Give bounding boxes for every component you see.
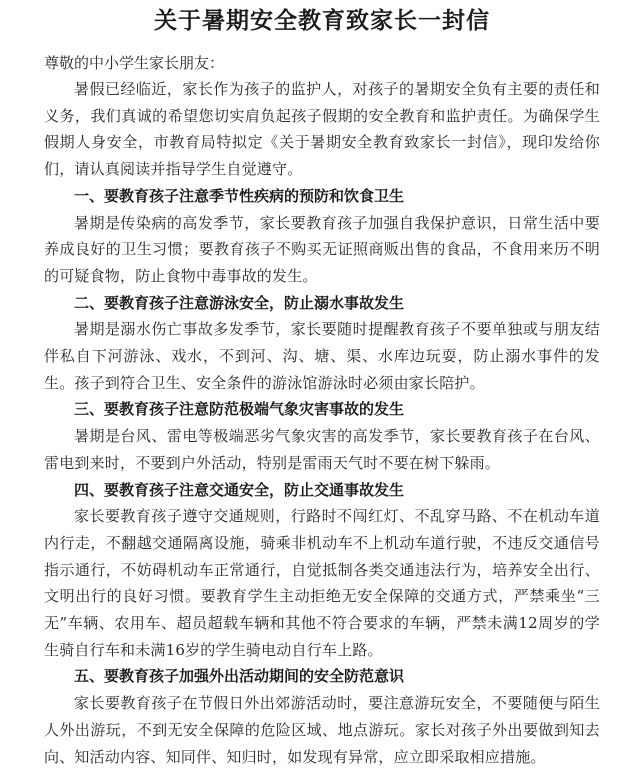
section-heading: 五、要教育孩子加强外出活动期间的安全防范意识: [74, 667, 405, 686]
section-heading: 二、要教育孩子注意游泳安全，防止溺水事故发生: [74, 293, 405, 312]
intro-paragraph: 暑假已经临近，家长作为孩子的监护人，对孩子的暑期安全负有主要的责任和义务，我们真诚的希望您切实肩负起孩子假期的安全教育和监护责任。为确保学生假期人身安全，市教育局特拟定《关于暑期安全教育致家长一封信》，现印发给你们，请认真阅读并指导学生自觉遵守。: [44, 80, 600, 179]
document-title: 关于暑期安全教育致家长一封信: [154, 7, 490, 34]
section-body: 家长要教育孩子遵守交通规则，行路时不闯红灯、不乱穿马路、不在机动车道内行走，不翻越交通隔离设施，骑乘非机动车不上机动车道行驶，不违反交通信号指示通行，不妨碍机动车正常通行，自觉抵制各类交通违法行为，培养安全出行、文明出行的良好习惯。要教育学生主动拒绝无安全保障的交通方式，严禁乘坐“三无”车辆、农用车、超员超载车辆和其他不符合要求的车辆，严禁未满12周岁的学生骑自行车和未满16岁的学生骑电动自行车上路。: [44, 507, 600, 659]
section-body: 暑期是溺水伤亡事故多发季节，家长要随时提醒教育孩子不要单独或与朋友结伴私自下河游泳、戏水，不到河、沟、塘、渠、水库边玩耍，防止溺水事件的发生。孩子到符合卫生、安全条件的游泳馆游泳时必须由家长陪护。: [44, 320, 600, 392]
section-heading: 一、要教育孩子注意季节性疾病的预防和饮食卫生: [74, 186, 405, 205]
section-body: 家长要教育孩子在节假日外出郊游活动时，要注意游玩安全，不要随便与陌生人外出游玩，不到无安全保障的危险区域、地点游玩。家长对孩子外出要做到知去向、知活动内容、知同伴、知归时，如发现有异常，应立即采取相应措施。: [44, 694, 600, 766]
section-heading: 三、要教育孩子注意防范极端气象灾害事故的发生: [74, 400, 405, 419]
section-body: 暑期是台风、雷电等极端恶劣气象灾害的高发季节，家长要教育孩子在台风、雷电到来时，不要到户外活动，特别是雷雨天气时不要在树下躲雨。: [44, 427, 600, 472]
salutation: 尊敬的中小学生家长朋友：: [44, 54, 225, 72]
section-heading: 四、要教育孩子注意交通安全，防止交通事故发生: [74, 480, 405, 499]
section-body: 暑期是传染病的高发季节，家长要教育孩子加强自我保护意识，日常生活中要养成良好的卫生习惯；要教育孩子不购买无证照商贩出售的食品，不食用来历不明的可疑食物，防止食物中毒事故的发生。: [44, 213, 600, 285]
